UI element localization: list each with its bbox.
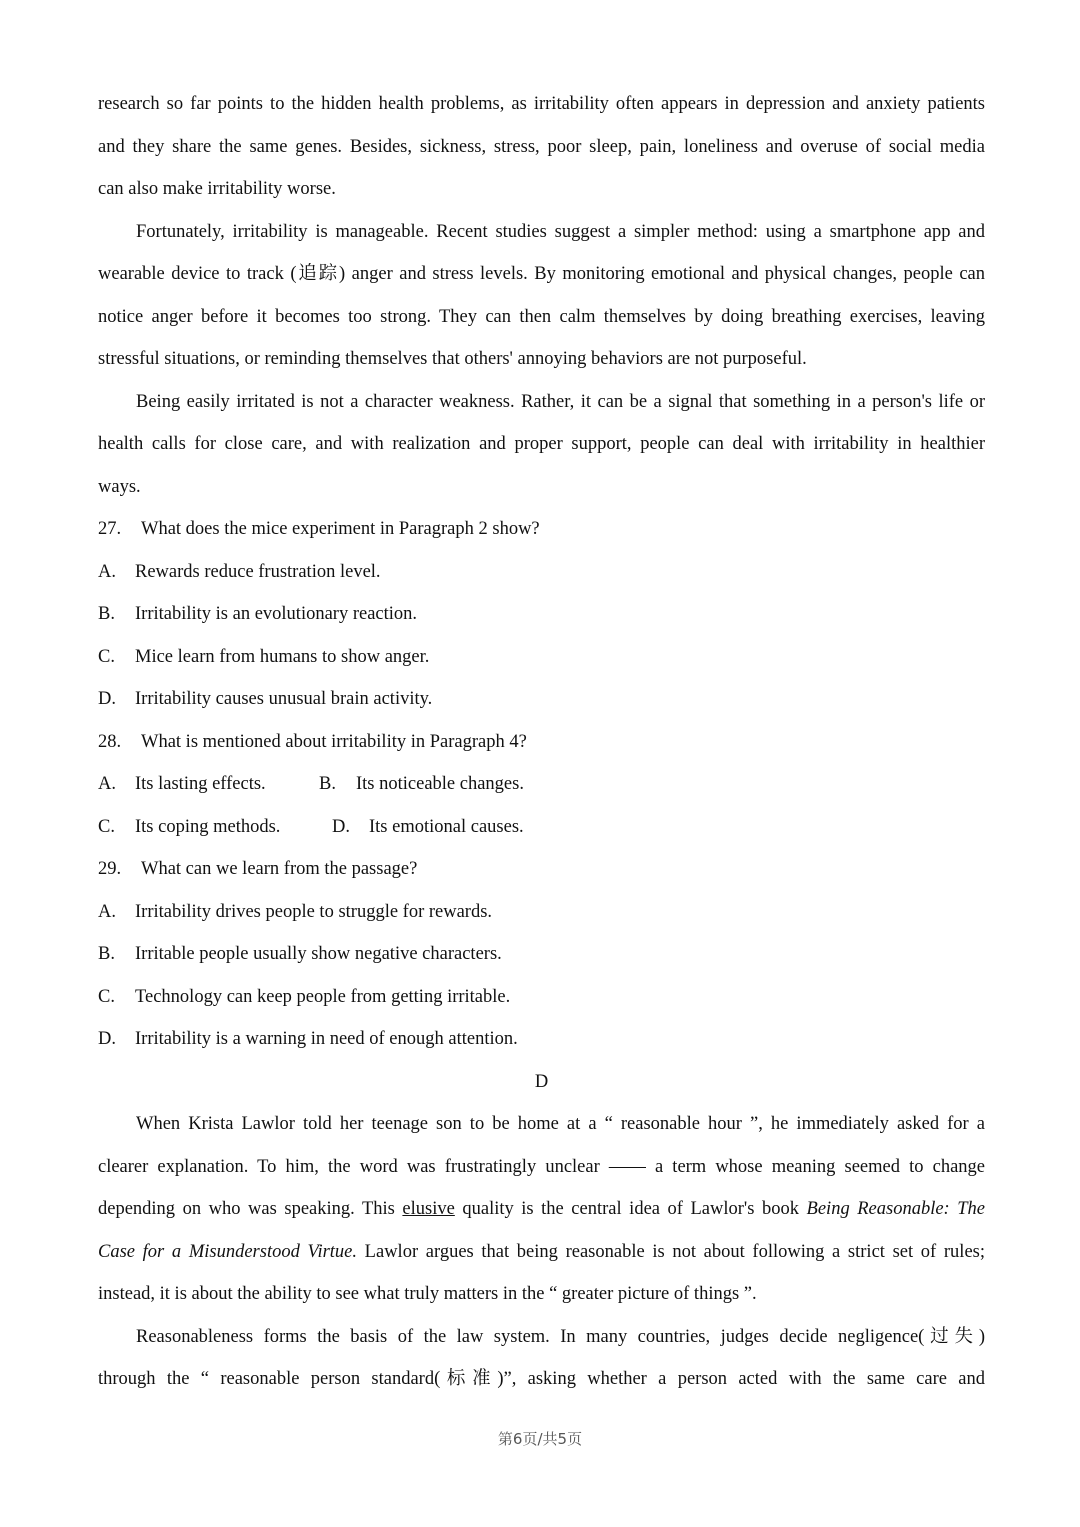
- text-line: health calls for close care, and with realization and proper support, people can deal with irritability in healthier: [98, 434, 985, 454]
- option-text: Its emotional causes.: [369, 816, 524, 837]
- document-page: [98, 83, 985, 1401]
- option-d: [98, 678, 985, 721]
- question-text: What is mentioned about irritability in Paragraph 4?: [141, 731, 527, 752]
- text-line: research so far points to the hidden health problems, as irritability often appears in depression and anxiety patients: [98, 94, 985, 114]
- option-text: Irritable people usually show negative characters.: [135, 944, 502, 964]
- text-span: quality is the central idea of Lawlor's book: [454, 1199, 807, 1219]
- question-text: What does the mice experiment in Paragraph 2 show?: [141, 519, 540, 539]
- text-line: [98, 1231, 985, 1274]
- option-row-cd: [98, 806, 985, 849]
- text-line: can also make irritability worse.: [98, 179, 336, 199]
- option-d: [332, 806, 524, 849]
- option-text: Its lasting effects.: [135, 774, 266, 794]
- option-label: A.: [98, 561, 116, 582]
- option-text: Irritability causes unusual brain activity.: [135, 689, 433, 709]
- question-27: [98, 508, 985, 721]
- option-label: B.: [98, 604, 115, 624]
- option-a: [98, 551, 985, 594]
- text-line: stressful situations, or reminding themselves that others' annoying behaviors are not purposeful.: [98, 349, 807, 369]
- paragraph-health-causes: [98, 83, 985, 211]
- text-line: When Krista Lawlor told her teenage son to be home at a “ reasonable hour ”, he immediately asked for a: [136, 1114, 985, 1134]
- text-line: notice anger before it becomes too strong. They can then calm themselves by doing breathing exercises, leaving: [98, 306, 985, 327]
- option-d: [98, 1018, 985, 1061]
- question-28: [98, 721, 985, 849]
- option-text: Its coping methods.: [135, 816, 281, 837]
- option-a: [98, 763, 319, 806]
- text-span: depending on who was speaking. This: [98, 1199, 403, 1219]
- text-line: through the “ reasonable person standard(标准)”, asking whether a person acted with the same care and: [98, 1369, 985, 1389]
- option-row-ab: [98, 763, 985, 806]
- question-text: What can we learn from the passage?: [141, 859, 418, 879]
- option-text: Irritability is an evolutionary reaction.: [135, 604, 418, 624]
- option-text: Irritability is a warning in need of enough attention.: [135, 1029, 518, 1049]
- option-label: D.: [332, 816, 350, 837]
- question-29: [98, 848, 985, 1061]
- option-c: [98, 806, 332, 849]
- option-label: C.: [98, 816, 115, 837]
- option-text: Rewards reduce frustration level.: [135, 561, 381, 582]
- option-text: Its noticeable changes.: [356, 774, 524, 794]
- text-line: wearable device to track (追踪) anger and stress levels. By monitoring emotional and physical changes, people can: [98, 264, 985, 284]
- option-label: B.: [98, 944, 115, 964]
- text-line: clearer explanation. To him, the word was frustratingly unclear —— a term whose meaning seemed to change: [98, 1156, 985, 1177]
- question-number: 27.: [98, 519, 122, 539]
- option-label: D.: [98, 1029, 116, 1049]
- text-line: Being easily irritated is not a character weakness. Rather, it can be a signal that something in a person's life or: [136, 391, 985, 412]
- question-number: 28.: [98, 731, 122, 752]
- option-label: A.: [98, 901, 116, 922]
- underlined-word: elusive: [402, 1199, 455, 1219]
- option-label: C.: [98, 986, 115, 1007]
- paragraph-manageable: [98, 211, 985, 381]
- question-number: 29.: [98, 859, 122, 879]
- text-line: ways.: [98, 476, 141, 497]
- option-label: B.: [319, 774, 336, 794]
- option-label: D.: [98, 689, 116, 709]
- text-span: Lawlor argues that being reasonable is not about following a strict set of rules;: [357, 1241, 985, 1262]
- text-line: [98, 1188, 985, 1231]
- paragraph-conclusion: [98, 381, 985, 509]
- option-text: Technology can keep people from getting irritable.: [135, 986, 511, 1007]
- option-label: A.: [98, 774, 116, 794]
- option-b: [98, 593, 985, 636]
- text-line: instead, it is about the ability to see what truly matters in the “ greater picture of things ”.: [98, 1284, 757, 1304]
- option-text: Irritability drives people to struggle for rewards.: [135, 901, 493, 922]
- text-line: Fortunately, irritability is manageable. Recent studies suggest a simpler method: using a smartphone app and: [136, 221, 985, 242]
- option-c: [98, 636, 985, 679]
- page-footer: 第6页/共5页: [497, 1430, 583, 1448]
- option-text: Mice learn from humans to show anger.: [135, 646, 430, 667]
- paragraph-law-system: [98, 1316, 985, 1401]
- book-title: Case for a Misunderstood Virtue.: [98, 1241, 358, 1262]
- option-b: [319, 763, 524, 806]
- section-heading: D: [534, 1071, 549, 1092]
- option-b: [98, 933, 985, 976]
- text-line: Reasonableness forms the basis of the law system. In many countries, judges decide negligence(过失): [136, 1326, 985, 1347]
- option-c: [98, 976, 985, 1019]
- book-title: Being Reasonable: The: [806, 1199, 986, 1219]
- option-a: [98, 891, 985, 934]
- text-line: and they share the same genes. Besides, sickness, stress, poor sleep, pain, loneliness and overuse of social media: [98, 136, 985, 157]
- option-label: C.: [98, 646, 115, 667]
- paragraph-lawlor: [98, 1103, 985, 1316]
